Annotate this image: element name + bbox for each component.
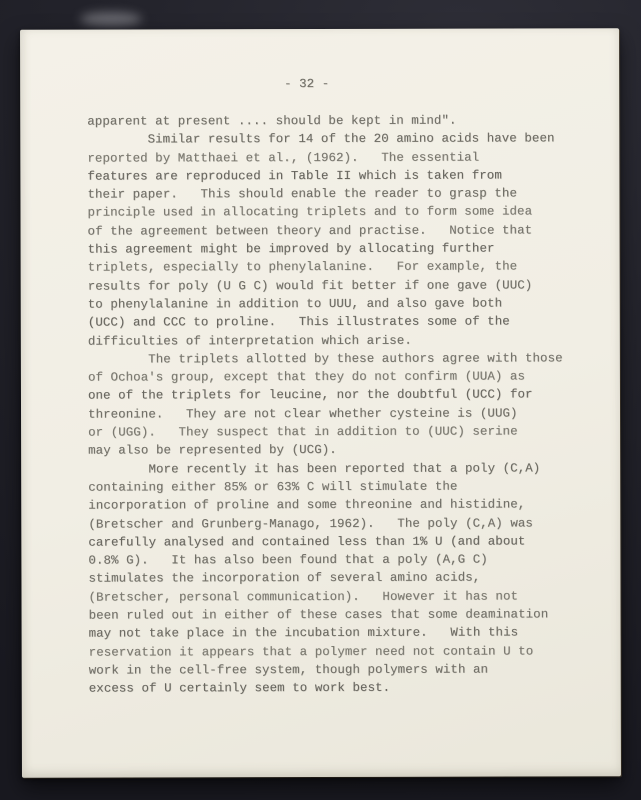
- text-line: one of the triplets for leucine, nor the doubtful (UCC) for: [87, 387, 533, 404]
- page-number: - 32 -: [284, 76, 330, 92]
- text-line: (UCC) and CCC to proline. This illustrates some of the: [87, 314, 510, 330]
- text-line: this agreement might be improved by allocating further: [87, 241, 495, 257]
- text-line: principle used in allocating triplets and to form some idea: [87, 204, 533, 221]
- document-page: [20, 28, 621, 778]
- text-line: reported by Matthaei et al., (1962). The essential: [87, 150, 480, 166]
- text-line: been ruled out in either of these cases that some deamination: [88, 607, 549, 623]
- text-line: features are reproduced in Table II which is taken from: [87, 168, 502, 184]
- text-line: may also be represented by (UCG).: [88, 443, 337, 458]
- text-line: triplets, especially to phenylalanine. For example, the: [87, 259, 518, 275]
- text-line: (Bretscher, personal communication). However it has not: [88, 589, 519, 605]
- text-line: More recently it has been reported that a poly (C,A): [88, 461, 541, 477]
- text-line: of Ochoa's group, except that they do not confirm (UUA) as: [87, 369, 526, 385]
- text-line: Similar results for 14 of the 20 amino acids have been: [87, 131, 555, 147]
- text-line: excess of U certainly seem to work best.: [88, 681, 391, 696]
- text-line: reservation it appears that a polymer need not contain U to: [88, 644, 534, 660]
- text-line: may not take place in the incubation mixture. With this: [88, 625, 519, 641]
- page-body-lines: [20, 111, 621, 698]
- text-line: containing either 85% or 63% C will stimulate the: [88, 479, 458, 495]
- text-line: difficulties of interpretation which arise.: [87, 333, 412, 349]
- text-line: threonine. They are not clear whether cysteine is (UUG): [88, 406, 518, 422]
- text-line: carefully analysed and contained less than 1% U (and about: [88, 534, 526, 550]
- text-line: 0.8% G). It has also been found that a poly (A,G C): [88, 552, 488, 568]
- dust-smudge: [80, 12, 142, 26]
- text-line: stimulates the incorporation of several amino acids,: [88, 571, 481, 587]
- text-line: The triplets allotted by these authors agree with those: [87, 351, 563, 367]
- text-line: or (UGG). They suspect that in addition to (UUC) serine: [88, 424, 518, 440]
- text-line: apparent at present .... should be kept in mind".: [87, 113, 457, 129]
- text-line: incorporation of proline and some threonine and histidine,: [88, 497, 526, 513]
- text-line: of the agreement between theory and practise. Notice that: [87, 223, 533, 239]
- text-line: to phenylalanine in addition to UUU, and also gave both: [87, 296, 503, 312]
- text-line: their paper. This should enable the reader to grasp the: [87, 186, 518, 202]
- text-line: (Bretscher and Grunberg-Manago, 1962). The poly (C,A) was: [88, 515, 533, 532]
- text-line: results for poly (U G C) would fit better if one gave (UUC): [87, 278, 533, 294]
- text-line: work in the cell-free system, though polymers with an: [88, 662, 489, 678]
